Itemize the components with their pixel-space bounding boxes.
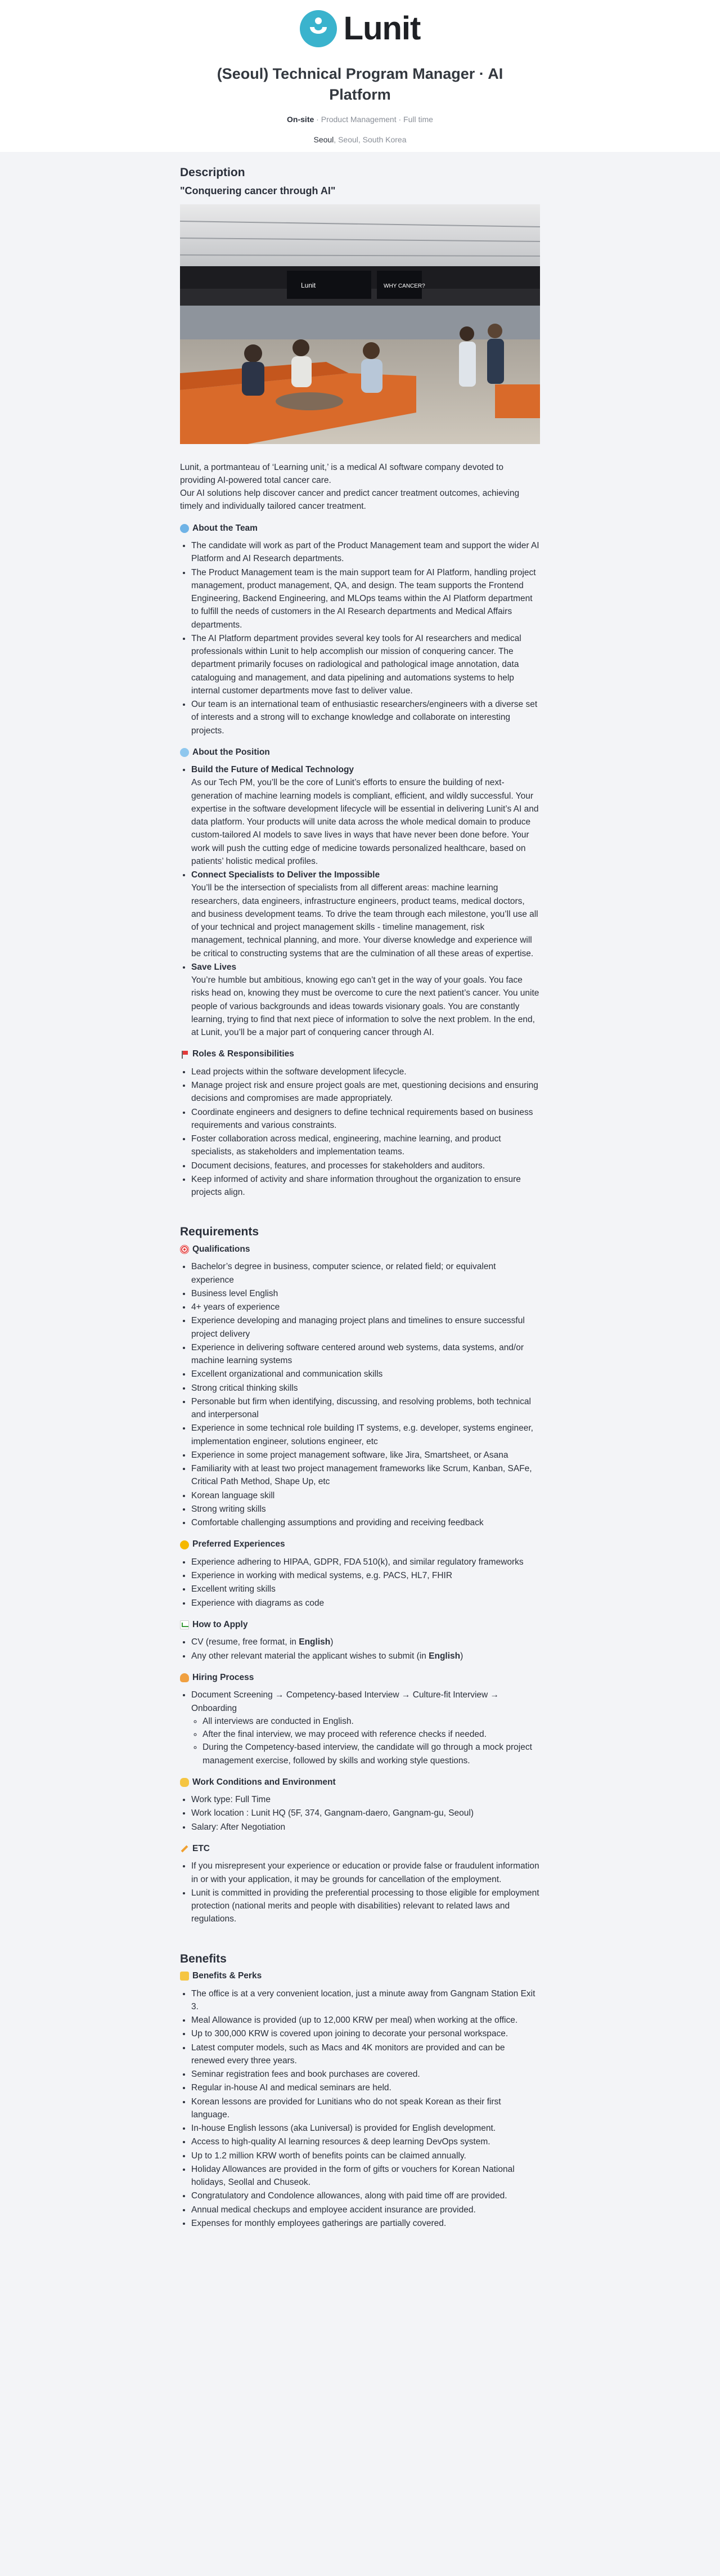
- intro-paragraph: Our AI solutions help discover cancer and predict cancer treatment outcomes, achieving timely and individually tailored cancer treatment.: [180, 489, 520, 512]
- list-item: [191, 1650, 540, 1663]
- apply-heading: [180, 1619, 540, 1631]
- intro-paragraph: Lunit, a portmanteau of ‘Learning unit,’ is a medical AI software company devoted to providing AI-powered total cancer care.: [180, 462, 503, 485]
- job-meta: [0, 114, 720, 125]
- hero-sign-right: WHY CANCER?: [384, 283, 425, 289]
- list-item: • Up to 1.2 million KRW worth of benefits points can be claimed annually.: [191, 2149, 540, 2162]
- list-item: • The office is at a very convenient location, just a minute away from Gangnam Station Exit 3.: [191, 1987, 540, 2014]
- company-logo[interactable]: [300, 10, 421, 47]
- workplace-type: On-site: [287, 115, 314, 124]
- other-suffix: ): [460, 1651, 464, 1661]
- preferred-list: [191, 1556, 540, 1610]
- person-icon: [180, 1673, 189, 1682]
- hiring-heading: [180, 1672, 540, 1684]
- list-item: • Work location : Lunit HQ (5F, 374, Gangnam-daero, Gangnam-gu, Seoul): [191, 1807, 540, 1820]
- item-body: You’ll be the intersection of specialists from all different areas: machine learning researchers, data engineers, infrastructure engineers, product teams, medical doctors, and business development teams. To drive the team through each milestone, you’ll use all of your technical and project management skills - timeline management, risk management, technical planning, and more. Your diverse knowledge and experience will be critical to constructing systems that are the culmination of all these areas of expertise.: [191, 883, 538, 958]
- hero-sign-left: Lunit: [301, 281, 316, 289]
- description-heading: Description: [180, 166, 245, 179]
- preferred-heading: [180, 1538, 540, 1551]
- qualifications-heading: [180, 1243, 540, 1256]
- list-item: • Excellent writing skills: [191, 1583, 540, 1596]
- list-item: • Experience in working with medical systems, e.g. PACS, HL7, FHIR: [191, 1569, 540, 1582]
- location-city: Seoul: [313, 135, 334, 145]
- cv-prefix: CV (resume, free format, in: [191, 1637, 299, 1647]
- list-item: [191, 1688, 540, 1767]
- handshake-icon: [180, 1778, 189, 1787]
- list-item: • Document decisions, features, and processes for stakeholders and auditors.: [191, 1159, 540, 1172]
- etc-list: [191, 1860, 540, 1925]
- qualifications-list: [191, 1260, 540, 1529]
- perks-heading: [180, 1970, 540, 1982]
- list-item: • Congratulatory and Condolence allowances, along with paid time off are provided.: [191, 2189, 540, 2202]
- list-item: • Lead projects within the software development lifecycle.: [191, 1065, 540, 1078]
- roles-heading-label: Roles & Responsibilities: [192, 1049, 294, 1059]
- hiring-list: [191, 1688, 540, 1767]
- requirements-heading: Requirements: [180, 1225, 259, 1239]
- list-item: • Seminar registration fees and book purchases are covered.: [191, 2068, 540, 2081]
- office-photo: [180, 204, 540, 444]
- list-item: • Personable but firm when identifying, discussing, and resolving problems, both technical and interpersonal: [191, 1395, 540, 1422]
- team-heading-label: About the Team: [192, 523, 258, 533]
- thought-bubble-icon: [180, 748, 189, 757]
- list-item: • Access to high-quality AI learning resources & deep learning DevOps system.: [191, 2135, 540, 2148]
- list-item: • Experience in delivering software centered around web systems, data systems, and/or machine learning systems: [191, 1341, 540, 1368]
- target-icon: [180, 1245, 189, 1254]
- list-item: • Lunit is committed in providing the preferential processing to those eligible for employment protection (national merits and people with disabilities) relevant to related laws and regulations.: [191, 1887, 540, 1926]
- hiring-process: Document Screening → Competency-based Interview → Culture-fit Interview → Onboarding: [191, 1690, 500, 1713]
- list-item: [191, 1636, 540, 1648]
- list-item: • Expenses for monthly employees gatherings are partially covered.: [191, 2217, 540, 2230]
- list-item: • If you misrepresent your experience or education or provide false or fraudulent information in or with your application, it may be grounds for cancellation of the employment.: [191, 1860, 540, 1886]
- item-title: • Save Lives: [191, 962, 237, 972]
- list-item: ◦ All interviews are conducted in English.: [202, 1715, 540, 1728]
- location-rest: , Seoul, South Korea: [334, 135, 407, 145]
- speech-bubble-icon: [180, 524, 189, 533]
- conditions-list: [191, 1793, 540, 1834]
- list-item: • Familiarity with at least two project management frameworks like Scrum, Kanban, SAFe, Critical Path Method, Shape Up, etc: [191, 1462, 540, 1489]
- medal-icon: [180, 1540, 189, 1549]
- roles-list: [191, 1065, 540, 1199]
- position-list: [191, 763, 540, 1039]
- list-item: • In-house English lessons (aka Luniversal) is provided for English development.: [191, 2122, 540, 2135]
- position-heading: [180, 746, 540, 759]
- meta-separator: ·: [314, 115, 321, 124]
- brand-name: Lunit: [343, 10, 421, 47]
- list-item: • Experience developing and managing project plans and timelines to ensure successful project delivery: [191, 1314, 540, 1341]
- list-item: • Strong writing skills: [191, 1503, 540, 1516]
- chart-icon: [180, 1620, 189, 1629]
- hiring-heading-label: Hiring Process: [192, 1672, 254, 1682]
- list-item: • Salary: After Negotiation: [191, 1821, 540, 1834]
- conditions-heading: [180, 1776, 540, 1789]
- preferred-heading-label: Preferred Experiences: [192, 1539, 285, 1549]
- list-item: • Excellent organizational and communication skills: [191, 1368, 540, 1381]
- job-description: [180, 152, 540, 2278]
- list-item: [191, 961, 540, 1040]
- list-item: • Up to 300,000 KRW is covered upon joining to decorate your personal workspace.: [191, 2027, 540, 2040]
- qualifications-heading-label: Qualifications: [192, 1244, 250, 1254]
- employment-type: Full time: [403, 115, 433, 124]
- list-item: • Bachelor’s degree in business, computer science, or related field; or equivalent experience: [191, 1260, 540, 1287]
- list-item: • Annual medical checkups and employee accident insurance are provided.: [191, 2203, 540, 2216]
- list-item: • The Product Management team is the main support team for AI Platform, handling project management, product management, QA, and design. The team supports the Frontend Engineering, Backend Engineering, and MLOps teams within the AI Platform department to fulfill the needs of customers in the AI Research departments and Medical Affairs departments.: [191, 566, 540, 631]
- list-item: • Korean lessons are provided for Lunitians who do not speak Korean as their first language.: [191, 2095, 540, 2122]
- job-location: [0, 134, 720, 145]
- list-item: [191, 868, 540, 960]
- other-language: English: [429, 1651, 461, 1661]
- conditions-heading-label: Work Conditions and Environment: [192, 1777, 336, 1787]
- list-item: • Business level English: [191, 1287, 540, 1300]
- list-item: • Experience in some project management software, like Jira, Smartsheet, or Asana: [191, 1449, 540, 1462]
- department: Product Management: [321, 115, 397, 124]
- item-body: You’re humble but ambitious, knowing ego can’t get in the way of your goals. You face risks head on, knowing they must be overcome to cure the next patient’s cancer. You unite people of various backgrounds and ideas towards visionary goals. You are constantly learning, trying to find that next piece of information to solve the next problem. In the end, at Lunit, you’ll be a major part of conquering cancer through AI.: [191, 975, 539, 1038]
- list-item: • Meal Allowance is provided (up to 12,000 KRW per meal) when working at the office.: [191, 2014, 540, 2027]
- cv-language: English: [299, 1637, 331, 1647]
- cv-suffix: ): [330, 1637, 334, 1647]
- list-item: • Korean language skill: [191, 1489, 540, 1502]
- item-body: As our Tech PM, you’ll be the core of Lunit’s efforts to ensure the building of next-generation of machine learning models is compliant, efficient, and wildly successful. Your expertise in the software development lifecycle will be essential in delivering Lunit’s AI and data platform. Your products will unite data across the whole medical domain to produce custom-tailored AI models to save lives in ways that have never been done before. Your work will push the cutting edge of medicine towards personalized healthcare, based on patients’ holistic medical profiles.: [191, 778, 539, 866]
- list-item: • Experience in some technical role building IT systems, e.g. developer, systems engineer, implementation engineer, solutions engineer, etc: [191, 1422, 540, 1448]
- flag-icon: [180, 1050, 189, 1059]
- list-item: • Experience adhering to HIPAA, GDPR, FDA 510(k), and similar regulatory frameworks: [191, 1556, 540, 1569]
- etc-heading-label: ETC: [192, 1843, 210, 1853]
- benefits-heading: Benefits: [180, 1952, 227, 1965]
- etc-heading: [180, 1843, 540, 1855]
- list-item: • Holiday Allowances are provided in the form of gifts or vouchers for Korean National holidays, Seollal and Chuseok.: [191, 2163, 540, 2189]
- other-prefix: Any other relevant material the applicant wishes to submit (in: [191, 1651, 429, 1661]
- position-heading-label: About the Position: [192, 747, 270, 757]
- list-item: • Manage project risk and ensure project goals are met, questioning decisions and ensuring decisions and compromises are made appropriately.: [191, 1079, 540, 1105]
- list-item: • Experience with diagrams as code: [191, 1597, 540, 1610]
- list-item: ◦ After the final interview, we may proceed with reference checks if needed.: [202, 1728, 540, 1741]
- pencil-icon: [180, 1844, 189, 1853]
- list-item: • Foster collaboration across medical, engineering, machine learning, and product specialists, as stakeholders and implementation teams.: [191, 1132, 540, 1159]
- item-title: • Build the Future of Medical Technology: [191, 765, 354, 775]
- list-item: • 4+ years of experience: [191, 1301, 540, 1314]
- gift-icon: [180, 1972, 189, 1981]
- apply-list: [191, 1636, 540, 1663]
- lunit-logo-icon: [300, 10, 337, 47]
- job-header: [0, 0, 720, 152]
- list-item: [191, 763, 540, 868]
- list-item: ◦ During the Competency-based interview, the candidate will go through a mock project management exercise, followed by skills and working style questions.: [202, 1741, 540, 1767]
- list-item: • Coordinate engineers and designers to define technical requirements based on business requirements and various constraints.: [191, 1106, 540, 1132]
- list-item: • Strong critical thinking skills: [191, 1382, 540, 1395]
- meta-separator: ·: [396, 115, 404, 124]
- hiring-sublist: [202, 1715, 540, 1767]
- list-item: • Work type: Full Time: [191, 1793, 540, 1806]
- apply-heading-label: How to Apply: [192, 1619, 248, 1629]
- roles-heading: [180, 1048, 540, 1060]
- list-item: • Latest computer models, such as Macs and 4K monitors are provided and can be renewed every three years.: [191, 2041, 540, 2068]
- team-heading: [180, 522, 540, 535]
- tagline: "Conquering cancer through AI": [180, 185, 336, 197]
- list-item: • The AI Platform department provides several key tools for AI researchers and medical professionals within Lunit to help accomplish our mission of conquering cancer. The department primarily focuses on radiological and pathological image annotation, data cataloguing and management, and data pipelining and automations systems to help internal customer departments move fast to deliver value.: [191, 632, 540, 697]
- perks-heading-label: Benefits & Perks: [192, 1971, 262, 1981]
- perks-list: [191, 1987, 540, 2230]
- list-item: • Regular in-house AI and medical seminars are held.: [191, 2081, 540, 2094]
- list-item: • Keep informed of activity and share information throughout the organization to ensure projects align.: [191, 1173, 540, 1199]
- page-title: (Seoul) Technical Program Manager · AI Platform: [217, 65, 503, 103]
- item-title: • Connect Specialists to Deliver the Impossible: [191, 870, 380, 880]
- list-item: • Our team is an international team of enthusiastic researchers/engineers with a diverse set of interests and a strong will to exchange knowledge and collaborate on interesting projects.: [191, 698, 540, 737]
- list-item: • Comfortable challenging assumptions and providing and receiving feedback: [191, 1516, 540, 1529]
- team-list: [191, 539, 540, 737]
- list-item: • The candidate will work as part of the Product Management team and support the wider AI Platform and AI Research departments.: [191, 539, 540, 566]
